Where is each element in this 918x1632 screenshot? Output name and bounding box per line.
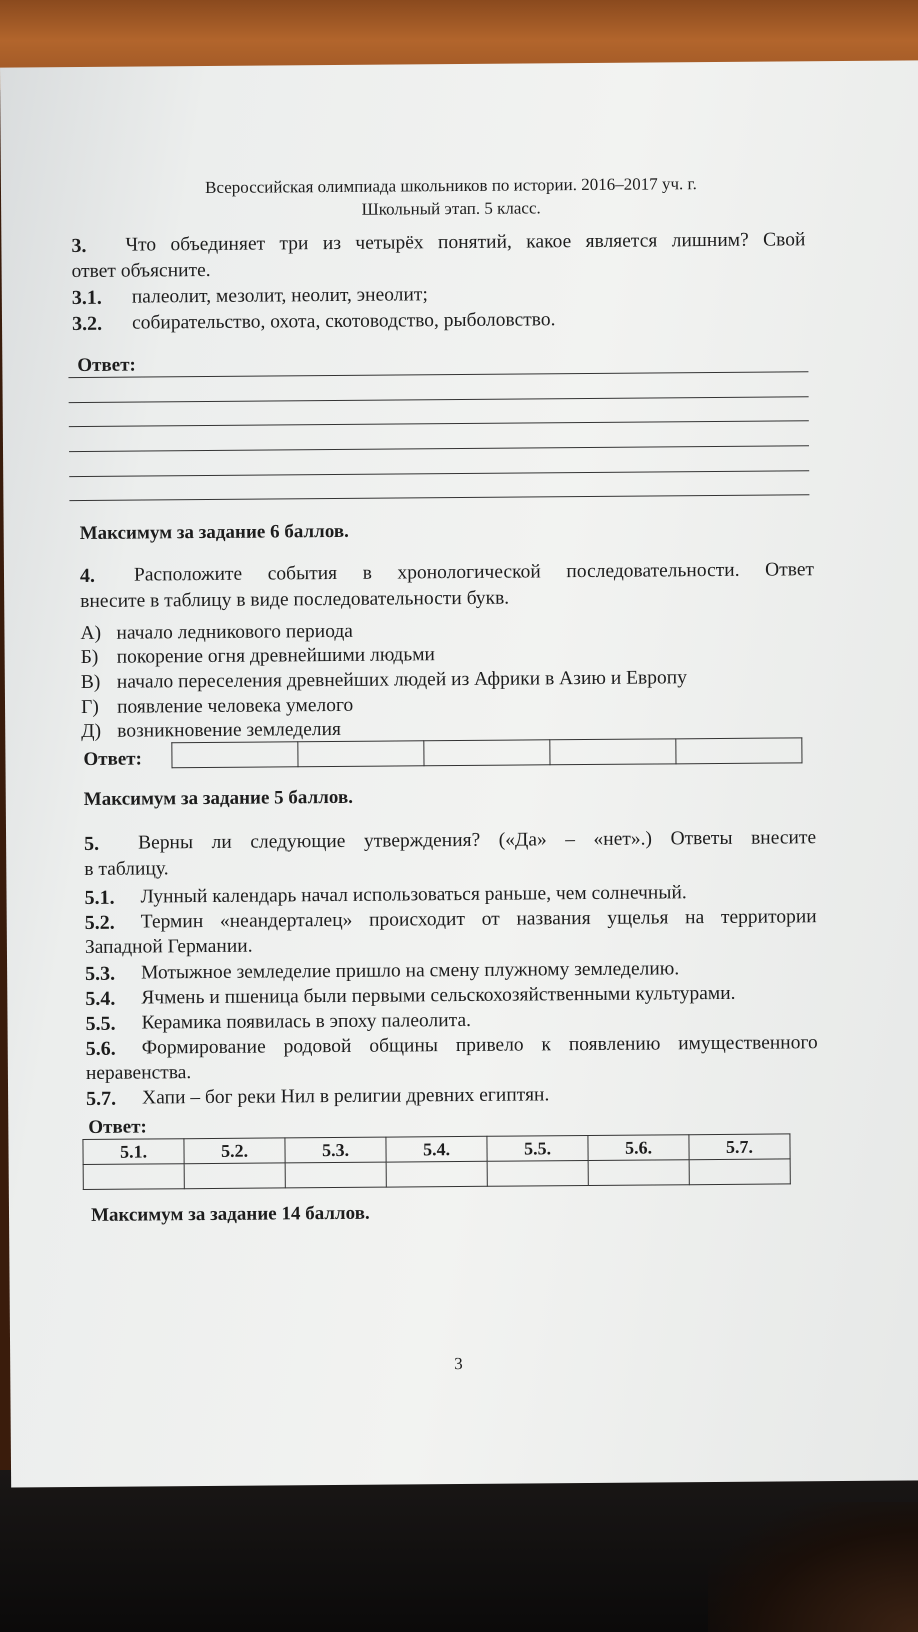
table-header-5-3: 5.3. bbox=[285, 1137, 386, 1163]
table-header-5-4: 5.4. bbox=[386, 1136, 487, 1162]
task4-answer-table bbox=[171, 737, 802, 768]
task5-number: 5. bbox=[84, 832, 100, 855]
answer-line[interactable] bbox=[68, 371, 808, 378]
table-header-5-7: 5.7. bbox=[689, 1134, 790, 1160]
task3-number: 3. bbox=[71, 234, 87, 258]
task4-max-score: Максимум за задание 5 баллов. bbox=[83, 786, 353, 810]
task3-item-1-text: палеолит, мезолит, неолит, энеолит; bbox=[131, 284, 428, 308]
statement-5-1-text: Лунный календарь начал использоваться раньше, чем солнечный. bbox=[140, 882, 687, 908]
task3-answer-label: Ответ: bbox=[77, 354, 136, 377]
task5-answer-label: Ответ: bbox=[88, 1116, 147, 1138]
task5-answer-cell[interactable] bbox=[689, 1159, 790, 1185]
task4-option-a-letter: А) bbox=[80, 622, 102, 644]
task4-answer-cell[interactable] bbox=[550, 739, 676, 765]
answer-line[interactable] bbox=[69, 445, 809, 452]
statement-5-5-text: Керамика появилась в эпоху палеолита. bbox=[141, 1009, 472, 1034]
statement-5-2-text-cont: Западной Германии. bbox=[84, 935, 253, 958]
task5-max-score: Максимум за задание 14 баллов. bbox=[90, 1202, 370, 1226]
task4-option-g-letter: Г) bbox=[80, 696, 99, 718]
answer-line[interactable] bbox=[69, 420, 809, 427]
answer-line[interactable] bbox=[69, 396, 809, 403]
task5-answer-cell[interactable] bbox=[588, 1160, 689, 1186]
task5-answer-cell[interactable] bbox=[184, 1163, 285, 1189]
task3-item-1-number: 3.1. bbox=[71, 286, 102, 310]
statement-5-3-number: 5.3. bbox=[85, 962, 116, 985]
task5-answer-cell[interactable] bbox=[285, 1162, 386, 1188]
task5-answer-table bbox=[82, 1133, 790, 1190]
statement-5-2-text: Термин «неандерталец» происходит от названия ущелья на территории bbox=[140, 906, 817, 933]
statement-5-5-number: 5.5. bbox=[85, 1012, 116, 1035]
task4-option-d-letter: Д) bbox=[81, 720, 102, 742]
task4-answer-cell[interactable] bbox=[424, 740, 550, 766]
answer-line[interactable] bbox=[69, 470, 809, 477]
task4-option-b-letter: Б) bbox=[80, 646, 99, 668]
task4-question-line2: внесите в таблицу в виде последовательности букв. bbox=[80, 587, 510, 612]
page-number: 3 bbox=[454, 1354, 463, 1374]
task4-option-d-text: возникновение земледелия bbox=[117, 718, 342, 742]
statement-5-7-text: Хапи – бог реки Нил в религии древних египтян. bbox=[142, 1084, 550, 1109]
statement-5-4-number: 5.4. bbox=[85, 987, 116, 1010]
task4-answer-cell[interactable] bbox=[172, 742, 298, 768]
answer-line[interactable] bbox=[69, 494, 809, 501]
task3-item-2-text: собирательство, охота, скотоводство, рыболовство. bbox=[131, 309, 556, 334]
statement-5-6-text-cont: неравенства. bbox=[85, 1062, 192, 1084]
task3-max-score: Максимум за задание 6 баллов. bbox=[79, 520, 349, 544]
table-header-5-1: 5.1. bbox=[83, 1139, 184, 1165]
task5-answer-cell[interactable] bbox=[487, 1161, 588, 1187]
task4-answer-label: Ответ: bbox=[83, 748, 142, 770]
task4-option-a-text: начало ледникового периода bbox=[116, 620, 354, 644]
task5-answer-cell[interactable] bbox=[386, 1161, 487, 1187]
task5-question-line2: в таблицу. bbox=[84, 858, 169, 880]
task4-number: 4. bbox=[79, 564, 96, 587]
task3-question-line1: Что объединяет три из четырёх понятий, какое является лишним? Свой bbox=[125, 229, 806, 256]
table-corner bbox=[708, 1502, 918, 1632]
task4-option-g-text: появление человека умелого bbox=[116, 694, 354, 718]
task3-question-line2: ответ объясните. bbox=[71, 259, 211, 283]
statement-5-6-text: Формирование родовой общины привело к появлению имущественного bbox=[141, 1032, 818, 1059]
statement-5-3-text: Мотыжное земледелие пришло на смену плужному земледелию. bbox=[141, 958, 680, 984]
statement-5-7-number: 5.7. bbox=[86, 1087, 117, 1110]
task3-item-2-number: 3.2. bbox=[71, 312, 103, 336]
task4-option-b-text: покорение огня древнейшими людьми bbox=[116, 644, 436, 668]
header-line-1: Всероссийская олимпиада школьников по истории. 2016–2017 уч. г. bbox=[205, 174, 697, 197]
table-header-5-6: 5.6. bbox=[588, 1135, 689, 1161]
statement-5-6-number: 5.6. bbox=[85, 1037, 116, 1060]
task4-option-v-text: начало переселения древнейших людей из Африки в Азию и Европу bbox=[116, 667, 688, 693]
statement-5-1-number: 5.1. bbox=[84, 886, 115, 909]
task4-answer-cell[interactable] bbox=[298, 741, 424, 767]
table-header-5-5: 5.5. bbox=[487, 1136, 588, 1162]
table-header-5-2: 5.2. bbox=[184, 1138, 285, 1164]
task5-question-line1: Верны ли следующие утверждения? («Да» – «нет».) Ответы внесите bbox=[138, 827, 817, 854]
statement-5-4-text: Ячмень и пшеница были первыми сельскохозяйственными культурами. bbox=[141, 982, 736, 1009]
task5-answer-cell[interactable] bbox=[83, 1164, 184, 1190]
task4-option-v-letter: В) bbox=[80, 671, 101, 693]
task4-answer-cell[interactable] bbox=[676, 738, 802, 764]
paper-sheet bbox=[0, 60, 918, 1487]
task4-question-line1: Расположите события в хронологической последовательности. Ответ bbox=[133, 559, 815, 586]
header-line-2: Школьный этап. 5 класс. bbox=[361, 198, 541, 219]
statement-5-2-number: 5.2. bbox=[84, 911, 115, 934]
